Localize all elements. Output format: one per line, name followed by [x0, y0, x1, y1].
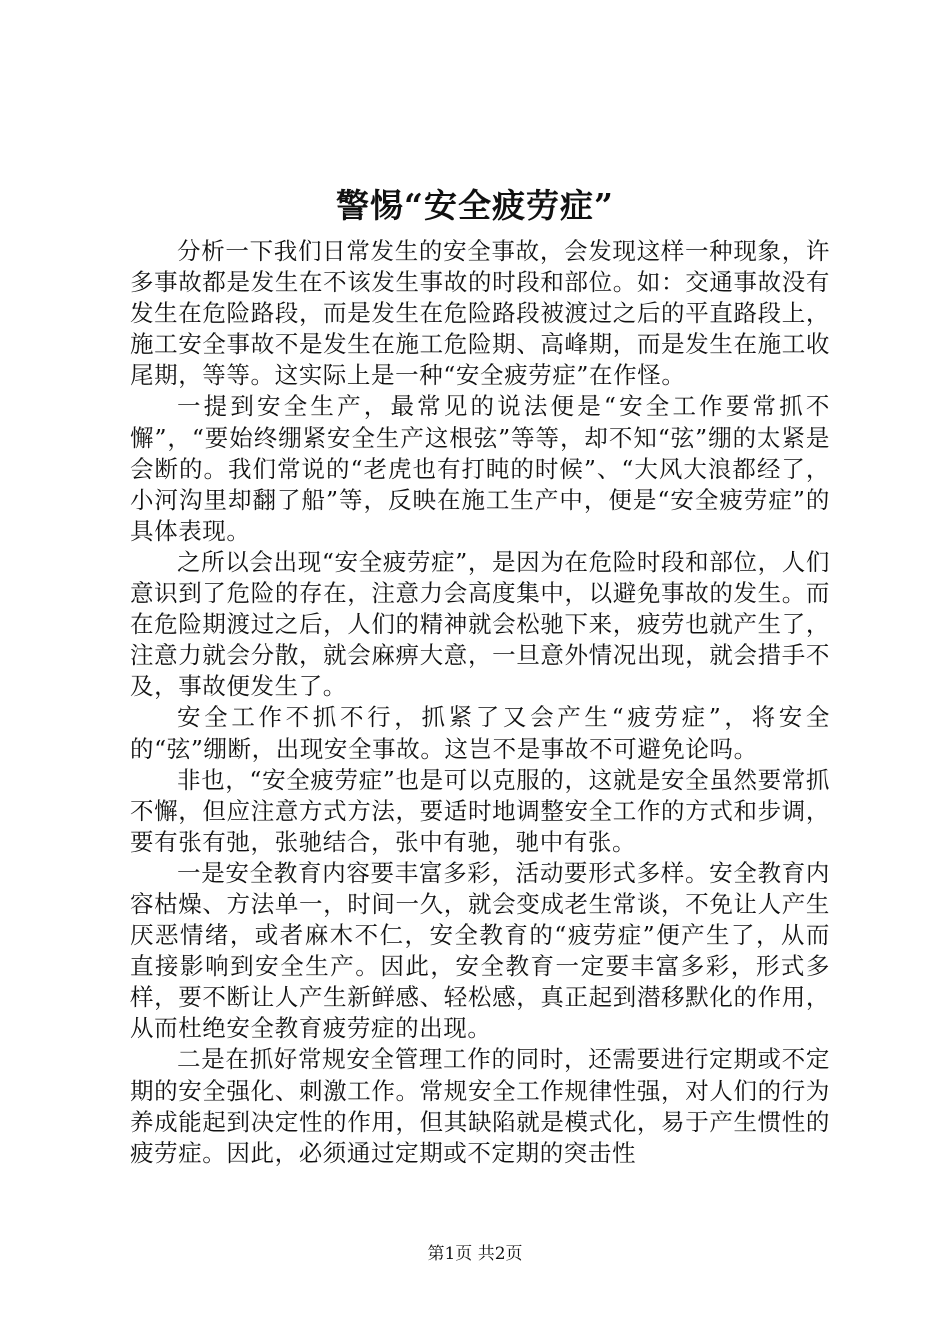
paragraph-1: 分析一下我们日常发生的安全事故，会发现这样一种现象，许多事故都是发生在不该发生事故的时段和部位。如：交通事故没有发生在危险路段，而是发生在危险路段被渡过之后的平直路段上，施工安全事故不是发生在施工危险期、高峰期，而是发生在施工收尾期，等等。这实际上是一种“安全疲劳症”在作怪。 — [130, 237, 830, 390]
paragraph-7: 二是在抓好常规安全管理工作的同时，还需要进行定期或不定期的安全强化、刺激工作。常规安全工作规律性强，对人们的行为养成能起到决定性的作用，但其缺陷就是模式化，易于产生惯性的疲劳症。因此，必须通过定期或不定期的突击性 — [130, 1045, 830, 1167]
page-footer: 第1页 共2页 — [427, 1244, 523, 1264]
paragraph-4: 安全工作不抓不行，抓紧了又会产生“疲劳症”，将安全的“弦”绷断，出现安全事故。这岂不是事故不可避免论吗。 — [130, 703, 830, 763]
paragraph-3: 之所以会出现“安全疲劳症”，是因为在危险时段和部位，人们意识到了危险的存在，注意力会高度集中，以避免事故的发生。而在危险期渡过之后，人们的精神就会松驰下来，疲劳也就产生了，注意力就会分散，就会麻痹大意，一旦意外情况出现，就会措手不及，事故便发生了。 — [130, 547, 830, 701]
document-body — [130, 236, 830, 1169]
paragraph-2: 一提到安全生产，最常见的说法便是“安全工作要常抓不懈”，“要始终绷紧安全生产这根弦”等等，却不知“弦”绷的太紧是会断的。我们常说的“老虎也有打盹的时候”、“大风大浪都经了，小河沟里却翻了船”等，反映在施工生产中，便是“安全疲劳症”的具体表现。 — [130, 392, 830, 545]
document-title: 警惕“安全疲劳症” — [336, 186, 614, 225]
paragraph-6: 一是安全教育内容要丰富多彩，活动要形式多样。安全教育内容枯燥、方法单一，时间一久，就会变成老生常谈，不免让人产生厌恶情绪，或者麻木不仁，安全教育的“疲劳症”便产生了，从而直接影响到安全生产。因此，安全教育一定要丰富多彩，形式多样，要不断让人产生新鲜感、轻松感，真正起到潜移默化的作用，从而杜绝安全教育疲劳症的出现。 — [130, 858, 830, 1043]
paragraph-5: 非也，“安全疲劳症”也是可以克服的，这就是安全虽然要常抓不懈，但应注意方式方法，要适时地调整安全工作的方式和步调，要有张有弛，张驰结合，张中有驰，驰中有张。 — [130, 765, 830, 856]
